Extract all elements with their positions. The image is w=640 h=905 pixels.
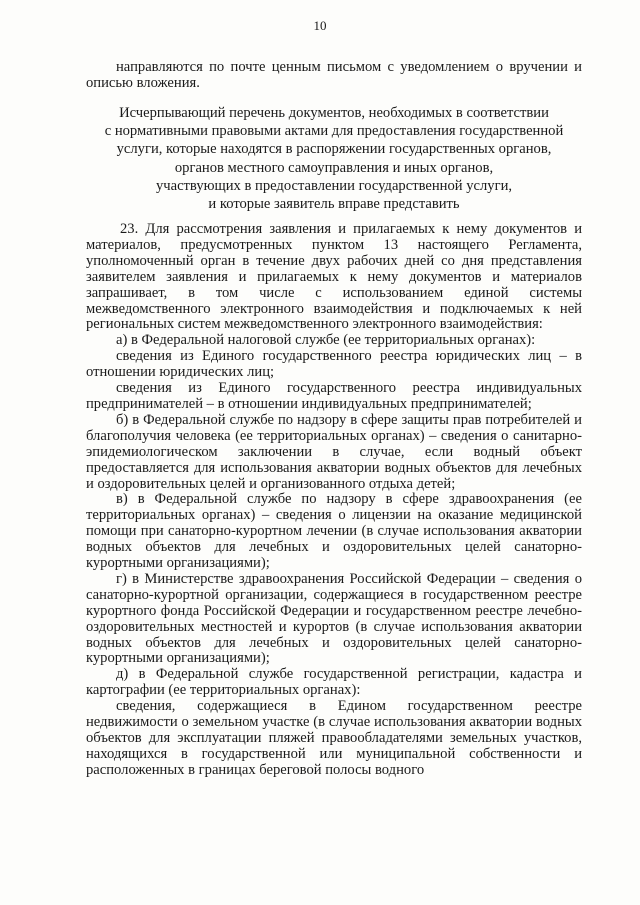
paragraph-item-a: а) в Федеральной налоговой службе (ее территориальных органах): bbox=[116, 332, 536, 349]
paragraph-item-d-details: сведения, содержащиеся в Едином государственном реестре недвижимости о земельном участке (в случае использования акватории водных объектов для эксплуатации пляжей правообладателями земельных участков, находящихся в государственной или муниципальной собственности и расположенных в границах береговой полосы водного bbox=[86, 698, 582, 778]
paragraph-item-a-legal: сведения из Единого государственного реестра юридических лиц – в отношении юридических лиц; bbox=[86, 348, 582, 381]
heading-line: с нормативными правовыми актами для предоставления государственной bbox=[104, 123, 564, 140]
heading-line: участвующих в предоставлении государственной услуги, bbox=[155, 177, 513, 194]
paragraph-item-d: д) в Федеральной службе государственной регистрации, кадастра и картографии (ее территориальных органах): bbox=[86, 666, 582, 699]
section-heading bbox=[86, 104, 582, 213]
paragraph-item-v: в) в Федеральной службе по надзору в сфере здравоохранения (ее территориальных органах) – сведения о лицензии на оказание медицинской помощи при санаторно-курортном лечении (в случае использования акватории водных объектов для лечебных и оздоровительных целей санаторно-курортными организациями); bbox=[86, 491, 582, 572]
paragraph-item-g: г) в Министерстве здравоохранения Российской Федерации – сведения о санаторно-курортной организации, содержащиеся в государственном реестре курортного фонда Российской Федерации и государственном реестре лечебно-оздоровительных местностей и курортов (в случае использования акватории водных объектов для лечебных и оздоровительных целей санаторно-курортными организациями); bbox=[86, 570, 582, 667]
heading-line: Исчерпывающий перечень документов, необходимых в соответствии bbox=[119, 105, 549, 121]
paragraph-23: 23. Для рассмотрения заявления и прилагаемых к нему документов и материалов, предусмотренных пунктом 13 настоящего Регламента, уполномоченный орган в течение двух рабочих дней со дня представления заявителем заявления и прилагаемых к нему документов и материалов запрашивает, в том числе с использованием единой системы межведомственного электронного взаимодействия и подключаемых к ней региональных систем межведомственного электронного взаимодействия: bbox=[86, 221, 582, 333]
heading-line: органов местного самоуправления и иных органов, bbox=[174, 159, 494, 176]
paragraph-item-b: б) в Федеральной службе по надзору в сфере защиты прав потребителей и благополучия человека (ее территориальных органах) – сведения о санитарно-эпидемиологическом заключении в случае, если водный объект предоставляется для использования акватории водных объектов для лечебных и оздоровительных целей и организованного отдыха детей; bbox=[86, 411, 582, 492]
page-number: 10 bbox=[313, 18, 327, 33]
body-text bbox=[86, 222, 582, 779]
intro-block bbox=[86, 60, 582, 92]
heading-line: услуги, которые находятся в распоряжении государственных органов, bbox=[116, 141, 552, 158]
intro-paragraph: направляются по почте ценным письмом с уведомлением о вручении и описью вложения. bbox=[86, 59, 582, 91]
paragraph-item-a-individual: сведения из Единого государственного реестра индивидуальных предпринимателей – в отношении индивидуальных предпринимателей; bbox=[86, 380, 582, 412]
heading-line: и которые заявитель вправе представить bbox=[208, 196, 460, 213]
